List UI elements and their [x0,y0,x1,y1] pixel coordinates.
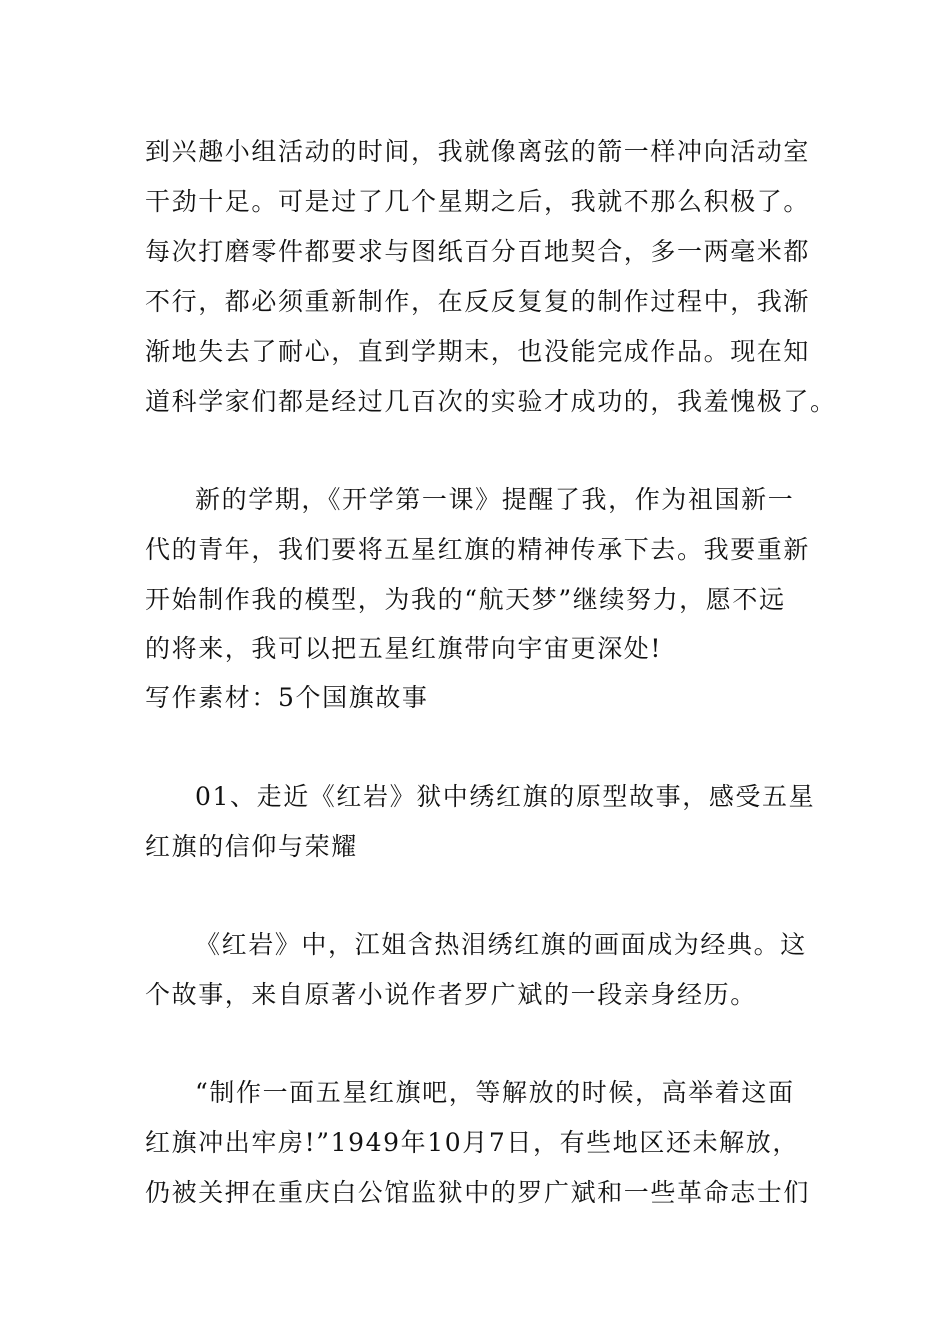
paragraph-line: 每次打磨零件都要求与图纸百分百地契合，多一两毫米都 [145,237,811,266]
paragraph-line: 红旗冲出牢房!”1949年10月7日，有些地区还未解放， [145,1128,799,1157]
paragraph-line: 渐地失去了耐心，直到学期末，也没能完成作品。现在知 [145,337,811,366]
paragraph-line: 新的学期，《开学第一课》提醒了我，作为祖国新一 [195,485,795,514]
paragraph-line: 不行，都必须重新制作，在反反复复的制作过程中，我渐 [145,287,811,316]
section-title: 红旗的信仰与荣耀 [145,832,358,861]
section-title: 01、走近《红岩》狱中绣红旗的原型故事，感受五星 [195,782,816,811]
paragraph-line: 干劲十足。可是过了几个星期之后，我就不那么积极了。 [145,187,811,216]
paragraph-line: 道科学家们都是经过几百次的实验才成功的，我羞愧极了。 [145,387,837,416]
section-heading: 写作素材：5个国旗故事 [145,683,429,712]
paragraph-line: 代的青年，我们要将五星红旗的精神传承下去。我要重新 [145,535,811,564]
paragraph-line: 个故事，来自原著小说作者罗广斌的一段亲身经历。 [145,980,757,1009]
paragraph-line: 开始制作我的模型，为我的“航天梦”继续努力，愿不远 [145,585,786,614]
paragraph-line: 到兴趣小组活动的时间，我就像离弦的箭一样冲向活动室 [145,137,811,166]
paragraph-line: 的将来，我可以把五星红旗带向宇宙更深处! [145,634,663,663]
paragraph-line: 仍被关押在重庆白公馆监狱中的罗广斌和一些革命志士们 [145,1178,811,1207]
paragraph-line: 《红岩》中，江姐含热泪绣红旗的画面成为经典。这 [195,930,807,959]
paragraph-line: “制作一面五星红旗吧，等解放的时候，高举着这面 [195,1078,795,1107]
